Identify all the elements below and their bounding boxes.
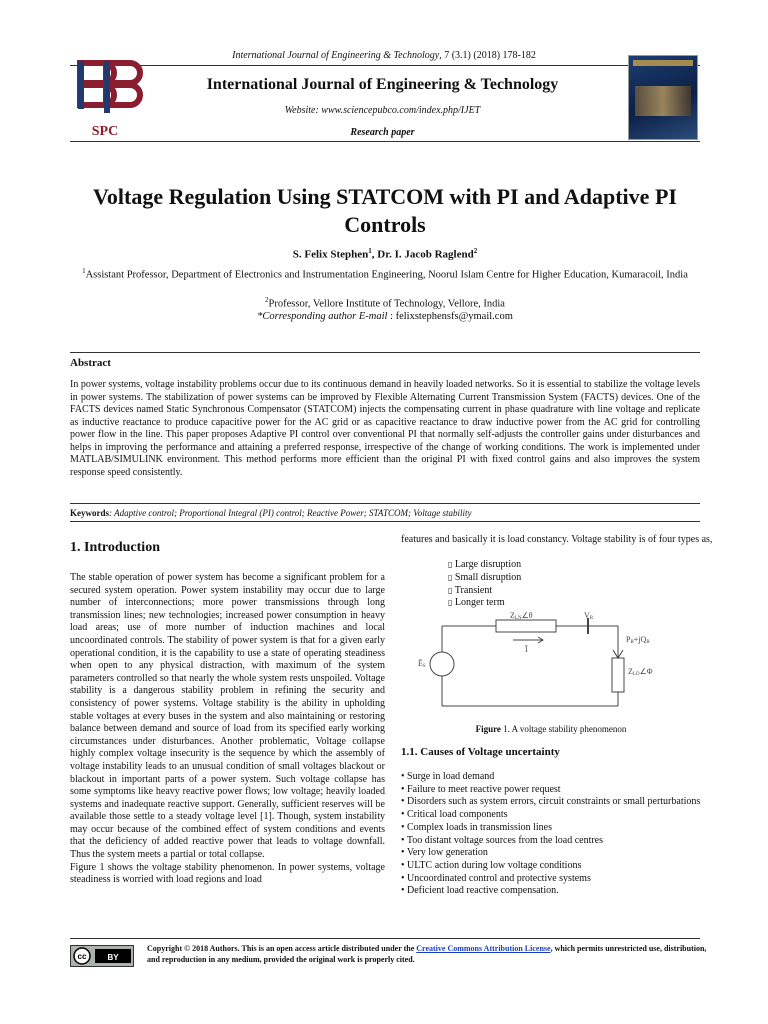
introduction-paragraph-1: The stable operation of power system has become a significant problem for a secured system operation. Power system instability may occur due to large number of interconnections; more power transmissions through long transmission lines; new technologies; increased power consumption in heavy load areas; use of more number of induction machines and local uncoordinated controls. The stability of power system is that for a given early operational condition, it is the capability to use a state of operating steadiness when open to any physical distraction, with maximum of the system parameters controlled so that nearly the whole system rests unspoiled. Voltage stability is a dangerous stability problem in refining the security and consistency of power systems. Voltage stability is the ability in upholding stable voltages at every buses in the system and also maintaining or restoring balance between demand and source of load from its specified early working circumstances under disturbances. Another problematic, Voltage collapse highly complex voltage insecurity is the sequence by which the assembly of voltage instability leads to an unusual condition of small voltages blackout or blackout in important parts of a power system. Such voltage collapse has some symptoms like heavy reactive power flows; low voltage; heavily loaded systems and inadequate reactive support. Generally, sufficient reserves will be available those settle to a steady voltage level [1]. Though, system instability may occur because of the combined effect of system conditions and events that the deficiency of added reactive power that leads to voltage downfall. Thus the system meets a partial or total collapse. bbox=[70, 572, 385, 861]
author-1: S. Felix Stephen bbox=[292, 248, 369, 261]
list-item: • Deficient load reactive compensation. bbox=[401, 885, 559, 897]
list-item: • Disorders such as system errors, circuit constraints or small perturbations bbox=[401, 796, 701, 808]
cc-license-link[interactable]: Creative Commons Attribution License bbox=[416, 944, 551, 953]
source-label: ĒS bbox=[418, 659, 426, 669]
svg-text:BY: BY bbox=[107, 953, 119, 962]
abstract-heading: Abstract bbox=[70, 357, 111, 369]
journal-cover-image bbox=[628, 55, 698, 140]
copyright-notice: Copyright © 2018 Authors. This is an open access article distributed under the Creative Commons Attribution License, which permits unrestricted use, distribution, and reproduction in any medium, provided the original work is properly cited. bbox=[147, 944, 707, 964]
journal-title: International Journal of Engineering & Technology bbox=[206, 76, 559, 93]
line-impedance-label: ZLN∠θ bbox=[510, 611, 533, 621]
stability-types-intro: features and basically it is load constancy. Voltage stability is of four types as, bbox=[401, 534, 713, 545]
list-item: • Critical load components bbox=[401, 809, 508, 821]
list-item: • Complex loads in transmission lines bbox=[401, 821, 552, 833]
load-impedance-label: ZLD∠Φ bbox=[628, 667, 653, 677]
current-label: Ī bbox=[525, 645, 528, 654]
voltage-stability-circuit-diagram bbox=[418, 611, 653, 715]
introduction-paragraph-2: Figure 1 shows the voltage stability phenomenon. In power systems, voltage steadiness is worried with load regions and load bbox=[70, 861, 385, 886]
list-item: • Failure to meet reactive power request bbox=[401, 783, 561, 795]
abstract-rule-bottom bbox=[70, 503, 700, 504]
svg-text:cc: cc bbox=[77, 952, 87, 961]
list-item: • Too distant voltage sources from the load centres bbox=[401, 834, 604, 846]
header-rule-bottom bbox=[70, 141, 700, 142]
stability-types-list bbox=[448, 559, 521, 610]
introduction-text bbox=[70, 572, 385, 887]
list-item: ▯ Large disruption bbox=[448, 559, 522, 570]
section-1-heading: 1. Introduction bbox=[70, 540, 160, 555]
affiliation-2: $^2$Professor, Vellore Institute of Technology, Vellore, India bbox=[265, 296, 505, 310]
affiliation-1: $^1$Assistant Professor, Department of Electronics and Instrumentation Engineering, Noorul Islam Centre for Higher Education, Kumaracoil, India bbox=[82, 267, 688, 281]
keywords-rule bbox=[70, 521, 700, 522]
section-1-1-heading: 1.1. Causes of Voltage uncertainty bbox=[401, 746, 560, 758]
authors: S. Felix Stephen$^1$, Dr. I. Jacob Raglend$^2$ bbox=[292, 247, 478, 261]
corresponding-author: *Corresponding author E-mail : felixstephensfs@ymail.com bbox=[257, 311, 513, 322]
causes-list bbox=[401, 771, 713, 898]
journal-website[interactable]: Website: www.sciencepubco.com/index.php/IJET bbox=[284, 105, 481, 116]
list-item: ▯ Longer term bbox=[448, 597, 505, 609]
publisher-logo bbox=[70, 55, 140, 140]
list-item: • ULTC action during low voltage conditions bbox=[401, 859, 582, 871]
abstract-text: In power systems, voltage instability problems occur due to its continuous demand in heavily loaded networks. So it is essential to stabilize the voltage levels in power systems. The stabilization of power systems can be improved by Flexible Alternating Current Transmission System (FACTS) devices. One of the FACTS devices named Static Synchronous Compensator (STATCOM) injects the compensating current in phase quadrature with line voltage and replicate as inductive reactance to produce capacitive power for the AC grid or as capacitive reactance to draw inductive power from the AC grid for controlling power flow in the line. This paper proposes Adaptive PI control over conventional PI that normally self-adjusts the controller gains under disturbances and helps in improving the performance and attaining a preferred response, irrespective of the change of working conditions. The work is implemented under MATLAB/SIMULINK environment. This method performs more efficient than the original PI with fixed control gains and also improves the system response speed consistently. bbox=[70, 379, 700, 478]
footer-rule bbox=[70, 938, 700, 939]
load-power-label: PR+jQR bbox=[626, 635, 650, 645]
list-item: • Surge in load demand bbox=[401, 771, 495, 782]
cc-by-license-icon[interactable] bbox=[70, 945, 134, 967]
bus-voltage-label: VR bbox=[584, 611, 594, 621]
list-item: ▯ Small disruption bbox=[448, 571, 522, 583]
paper-type: Research paper bbox=[350, 127, 415, 138]
keywords: Keywords: Adaptive control; Proportional Integral (PI) control; Reactive Power; STATCOM; Voltage stability bbox=[70, 508, 472, 518]
figure-1-caption: Figure 1. A voltage stability phenomenon bbox=[475, 724, 627, 734]
list-item: • Uncoordinated control and protective systems bbox=[401, 872, 591, 884]
author-2: Dr. I. Jacob Raglend bbox=[377, 248, 474, 261]
header-rule-top bbox=[70, 65, 700, 66]
abstract-rule-top bbox=[70, 352, 700, 353]
paper-title: Voltage Regulation Using STATCOM with PI and Adaptive PI Controls bbox=[93, 184, 677, 237]
logo-text: SPC bbox=[91, 124, 119, 139]
list-item: ▯ Transient bbox=[448, 584, 493, 596]
journal-citation: International Journal of Engineering & Technology, 7 (3.1) (2018) 178-182 bbox=[232, 50, 536, 61]
list-item: • Very low generation bbox=[401, 847, 488, 859]
